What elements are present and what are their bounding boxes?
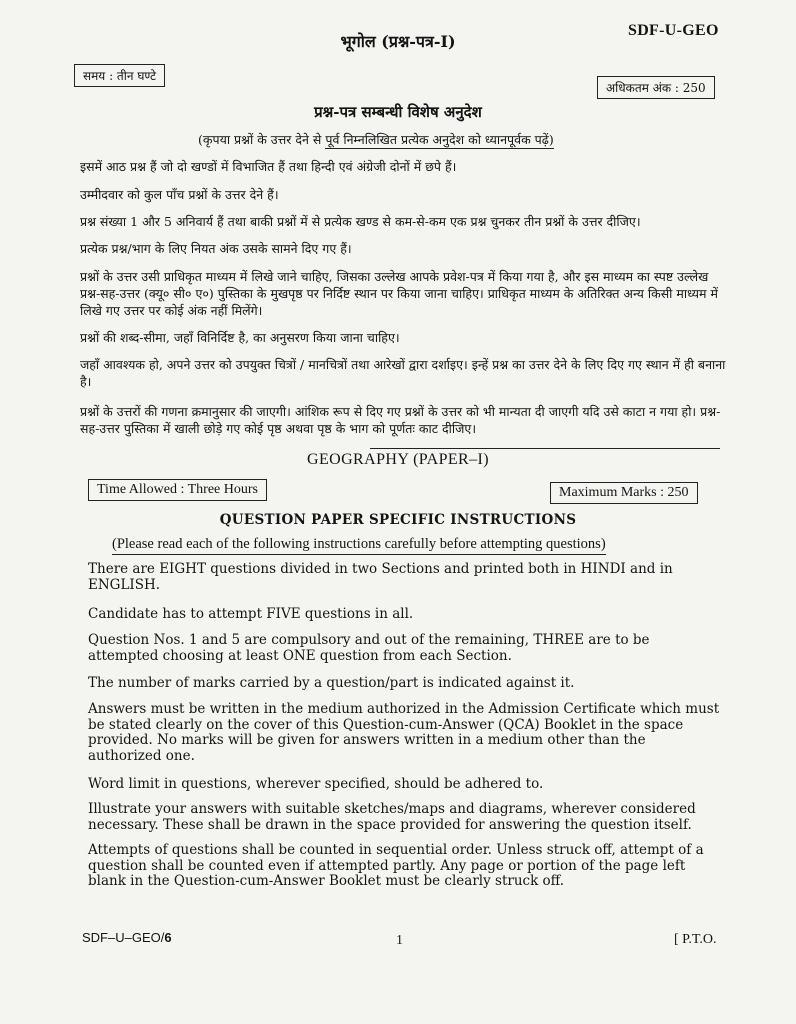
english-instruction-8: Attempts of questions shall be counted in sequential order. Unless struck off, attempt of a question shall be counted even if attempted partly. Any page or portion of the page left blank in the Question-cum-Answer Booklet must be clearly struck off. (88, 842, 704, 889)
hindi-subheading-underlined: पूर्व निम्नलिखित प्रत्येक अनुदेश को ध्यानपूर्वक पढ़ें) (325, 132, 554, 147)
please-turn-over: [ P.T.O. (674, 932, 717, 947)
hindi-instructions-subheading (198, 131, 554, 149)
english-paper-title: GEOGRAPHY (PAPER–I) (307, 451, 489, 468)
hindi-instruction-7: जहाँ आवश्यक हो, अपने उत्तर को उपयुक्त चित्रों / मानचित्रों तथा आरेखों द्वारा दर्शाइए। इन्हें प्रश्न का उत्तर देने के लिए दिए गए स्थान में ही बनाना है। (80, 357, 726, 389)
hindi-subheading-prefix: (कृपया प्रश्नों के उत्तर देने से (198, 132, 322, 147)
hindi-instructions-heading: प्रश्न-पत्र सम्बन्धी विशेष अनुदेश (314, 103, 482, 121)
english-instruction-5: Answers must be written in the medium authorized in the Admission Certificate which must be stated clearly on the cover of this Question-cum-Answer (QCA) Booklet in the space provided. No marks will be given for answers written in a medium other than the authorized one. (88, 701, 720, 764)
english-instruction-2: Candidate has to attempt FIVE questions in all. (88, 606, 414, 622)
hindi-time-allowed: समय : तीन घण्टे (74, 64, 165, 87)
english-time-allowed: Time Allowed : Three Hours (88, 479, 267, 501)
hindi-instruction-1: इसमें आठ प्रश्न हैं जो दो खण्डों में विभाजित हैं तथा हिन्दी एवं अंग्रेजी दोनों में छपे हैं। (80, 159, 457, 174)
hindi-instruction-4: प्रत्येक प्रश्न/भाग के लिए नियत अंक उसके सामने दिए गए हैं। (80, 241, 352, 256)
footer-paper-code (82, 930, 172, 945)
page-number: 1 (396, 933, 403, 948)
footer-code-text: SDF–U–GEO/ (82, 930, 165, 945)
paper-code: SDF-U-GEO (628, 22, 719, 39)
english-instructions-heading: QUESTION PAPER SPECIFIC INSTRUCTIONS (219, 512, 577, 528)
hindi-instruction-6: प्रश्नों की शब्द-सीमा, जहाँ विनिर्दिष्ट है, का अनुसरण किया जाना चाहिए। (80, 330, 400, 345)
section-divider (370, 448, 720, 449)
english-instruction-3: Question Nos. 1 and 5 are compulsory and out of the remaining, THREE are to be attempted choosing at least ONE question from each Section. (88, 632, 650, 664)
english-instructions-subheading: (Please read each of the following instructions carefully before attempting questions ) (112, 536, 606, 555)
english-instruction-1: There are EIGHT questions divided in two Sections and printed both in HINDI and in ENGLISH. (88, 561, 673, 593)
hindi-instruction-2: उम्मीदवार को कुल पाँच प्रश्नों के उत्तर देने हैं। (80, 187, 279, 202)
hindi-instruction-5: प्रश्नों के उत्तर उसी प्राधिकृत माध्यम में लिखे जाने चाहिए, जिसका उल्लेख आपके प्रवेश-पत्र में किया गया है, और इस माध्यम का स्पष्ट उल्लेख प्रश्न-सह-उत्तर (क्यू० सी० ए०) पुस्तिका के मुखपृष्ठ पर निर्दिष्ट स्थान पर किया जाना चाहिए। प्राधिकृत माध्यम के अतिरिक्त अन्य किसी माध्यम में लिखे गए उत्तर पर कोई अंक नहीं मिलेंगे। (80, 269, 718, 318)
english-instruction-6: Word limit in questions, wherever specified, should be adhered to. (88, 776, 544, 792)
hindi-paper-title: भूगोल (प्रश्न-पत्र-I) (340, 32, 456, 51)
hindi-instruction-8: प्रश्नों के उत्तरों की गणना क्रमानुसार की जाएगी। आंशिक रूप से दिए गए प्रश्नों के उत्तर को भी मान्यता दी जाएगी यदि उसे काटा न गया हो। प्रश्न-सह-उत्तर पुस्तिका में खाली छोड़े गए कोई पृष्ठ अथवा पृष्ठ के भाग को पूर्णतः काट दीजिए। (80, 404, 721, 436)
english-instruction-4: The number of marks carried by a question/part is indicated against it. (88, 675, 575, 691)
footer-code-number: 6 (164, 930, 172, 945)
english-instruction-7: Illustrate your answers with suitable sketches/maps and diagrams, wherever considered necessary. These shall be drawn in the space provided for answering the question itself. (88, 801, 696, 833)
hindi-instruction-3: प्रश्न संख्या 1 और 5 अनिवार्य हैं तथा बाकी प्रश्नों में से प्रत्येक खण्ड से कम-से-कम एक प्रश्न चुनकर तीन प्रश्नों के उत्तर दीजिए। (80, 214, 641, 229)
english-max-marks: Maximum Marks : 250 (550, 482, 698, 504)
hindi-max-marks: अधिकतम अंक : 250 (597, 76, 715, 99)
